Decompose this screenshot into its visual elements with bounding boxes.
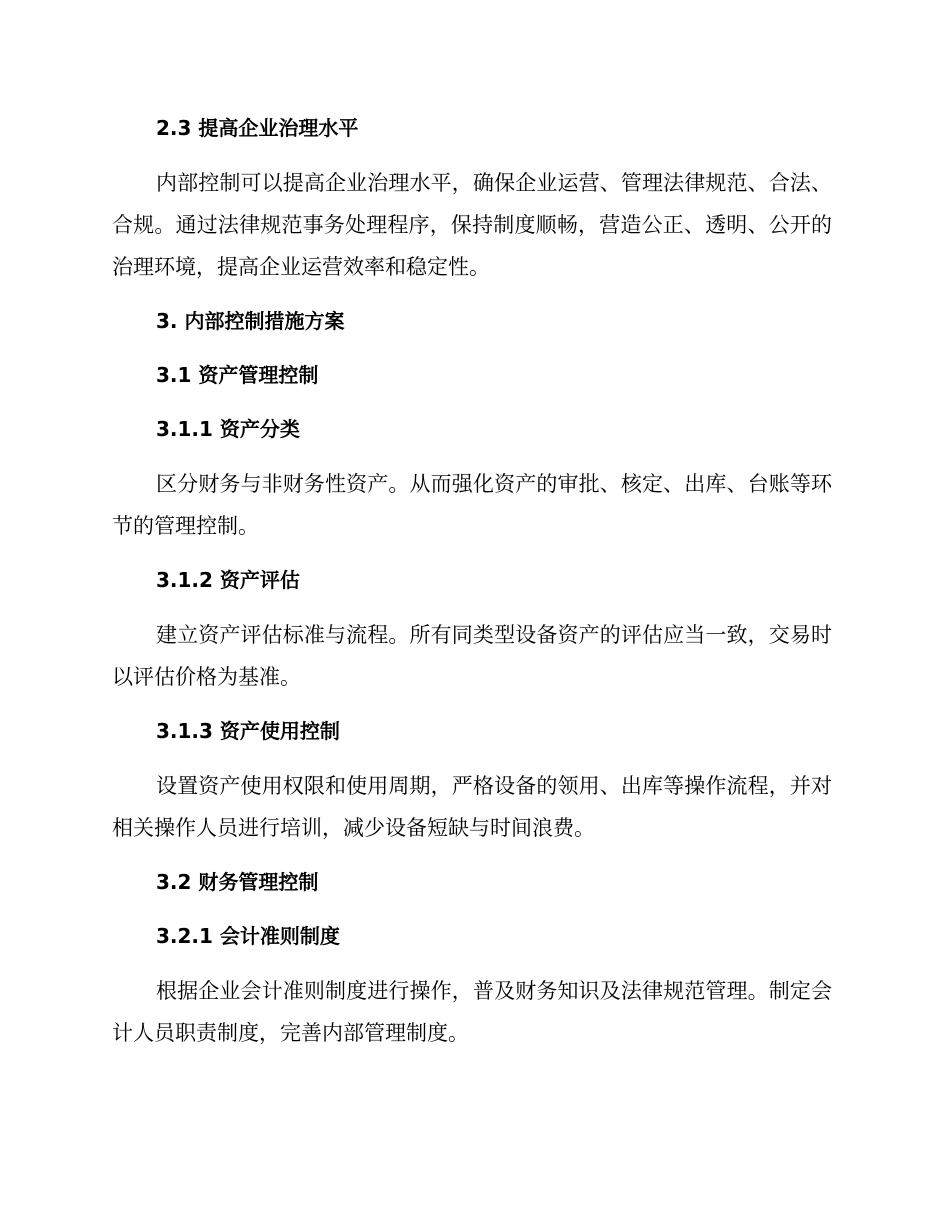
section-heading-2-3: 2.3 提高企业治理水平: [156, 116, 359, 140]
paragraph-asset-classification: 区分财务与非财务性资产。从而强化资产的审批、核定、出库、台账等环节的管理控制。: [112, 472, 832, 538]
section-heading-3-2: 3.2 财务管理控制: [156, 870, 319, 894]
section-heading-3-1-3: 3.1.3 资产使用控制: [156, 719, 340, 743]
paragraph-asset-usage: 设置资产使用权限和使用周期，严格设备的领用、出库等操作流程，并对相关操作人员进行培训，减少设备短缺与时间浪费。: [112, 774, 832, 840]
paragraph-asset-evaluation: 建立资产评估标准与流程。所有同类型设备资产的评估应当一致，交易时以评估价格为基准。: [112, 623, 832, 689]
section-heading-3: 3. 内部控制措施方案: [156, 309, 345, 333]
document-body: [112, 108, 832, 1054]
paragraph-accounting-standards: 根据企业会计准则制度进行操作，普及财务知识及法律规范管理。制定会计人员职责制度，完善内部管理制度。: [112, 979, 832, 1045]
section-heading-3-1-2: 3.1.2 资产评估: [156, 568, 300, 592]
section-heading-3-2-1: 3.2.1 会计准则制度: [156, 924, 340, 948]
section-heading-3-1: 3.1 资产管理控制: [156, 363, 319, 387]
section-heading-3-1-1: 3.1.1 资产分类: [156, 417, 300, 441]
paragraph-governance: 内部控制可以提高企业治理水平，确保企业运营、管理法律规范、合法、合规。通过法律规范事务处理程序，保持制度顺畅，营造公正、透明、公开的治理环境，提高企业运营效率和稳定性。: [112, 171, 832, 279]
